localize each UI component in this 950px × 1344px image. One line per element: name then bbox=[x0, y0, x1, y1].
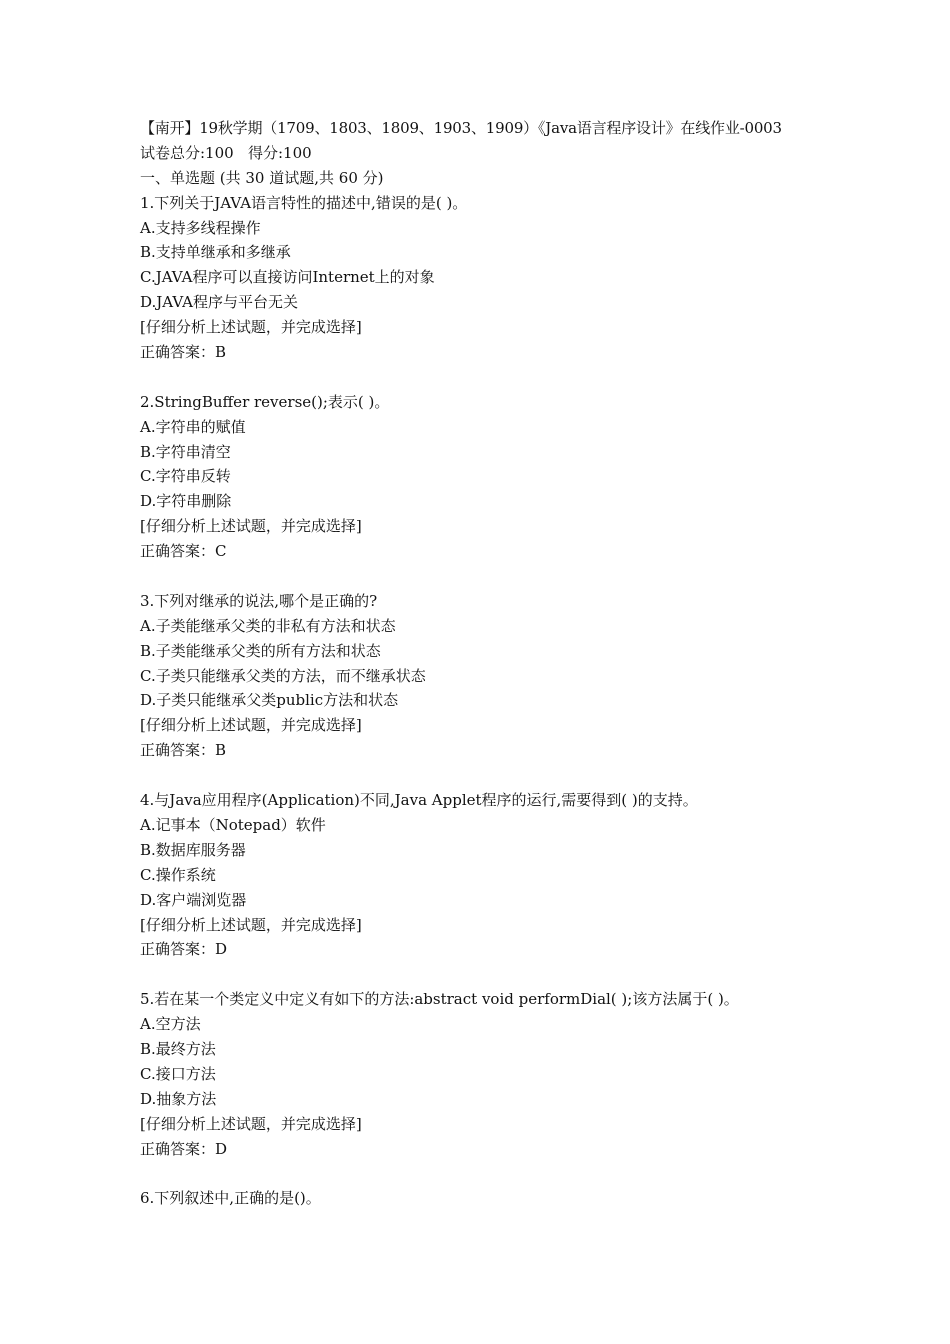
spacer bbox=[140, 962, 930, 987]
section-heading: 一、单选题 (共 30 道试题,共 60 分) bbox=[140, 168, 384, 187]
question-stem: 6.下列叙述中,正确的是()。 bbox=[140, 1189, 321, 1208]
option-a: A.支持多线程操作 bbox=[140, 218, 261, 237]
option-a: A.记事本（Notepad）软件 bbox=[140, 815, 326, 834]
option-b: B.字符串清空 bbox=[140, 442, 231, 461]
question-stem: 2.StringBuffer reverse();表示( )。 bbox=[140, 392, 390, 411]
option-d: D.字符串删除 bbox=[140, 492, 232, 511]
option-b: B.数据库服务器 bbox=[140, 840, 246, 859]
document-title: 【南开】19秋学期（1709、1803、1809、1903、1909）《Java语言程序设计》在线作业-0003 bbox=[140, 119, 782, 137]
question-stem: 3.下列对继承的说法,哪个是正确的? bbox=[140, 591, 378, 610]
option-b: B.子类能继承父类的所有方法和状态 bbox=[140, 641, 381, 660]
correct-answer: 正确答案：D bbox=[140, 940, 228, 959]
question-block bbox=[140, 589, 930, 788]
correct-answer: 正确答案：B bbox=[140, 741, 227, 760]
spacer bbox=[140, 365, 930, 390]
analysis-hint: [仔细分析上述试题，并完成选择] bbox=[140, 915, 362, 934]
analysis-hint: [仔细分析上述试题，并完成选择] bbox=[140, 1114, 362, 1133]
question-block bbox=[140, 191, 930, 390]
option-d: D.客户端浏览器 bbox=[140, 890, 247, 909]
option-a: A.子类能继承父类的非私有方法和状态 bbox=[140, 616, 396, 635]
analysis-hint: [仔细分析上述试题，并完成选择] bbox=[140, 318, 362, 337]
analysis-hint: [仔细分析上述试题，并完成选择] bbox=[140, 517, 362, 536]
option-d: D.抽象方法 bbox=[140, 1089, 217, 1108]
option-b: B.支持单继承和多继承 bbox=[140, 243, 291, 262]
analysis-hint: [仔细分析上述试题，并完成选择] bbox=[140, 716, 362, 735]
question-block bbox=[140, 1186, 930, 1211]
spacer bbox=[140, 564, 930, 589]
option-c: C.字符串反转 bbox=[140, 467, 231, 486]
question-block bbox=[140, 987, 930, 1186]
question-block bbox=[140, 788, 930, 987]
option-a: A.空方法 bbox=[140, 1015, 201, 1034]
question-block bbox=[140, 390, 930, 589]
correct-answer: 正确答案：B bbox=[140, 343, 227, 362]
correct-answer: 正确答案：D bbox=[140, 1139, 228, 1158]
option-c: C.子类只能继承父类的方法，而不继承状态 bbox=[140, 666, 426, 685]
spacer bbox=[140, 1161, 930, 1186]
spacer bbox=[140, 763, 930, 788]
question-stem: 5.若在某一个类定义中定义有如下的方法:abstract void performDial( );该方法属于( )。 bbox=[140, 990, 739, 1009]
option-d: D.子类只能继承父类public方法和状态 bbox=[140, 691, 399, 710]
option-c: C.操作系统 bbox=[140, 865, 216, 884]
score-line: 试卷总分:100 得分:100 bbox=[140, 143, 312, 162]
option-d: D.JAVA程序与平台无关 bbox=[140, 293, 299, 312]
option-a: A.字符串的赋值 bbox=[140, 417, 246, 436]
option-c: C.接口方法 bbox=[140, 1064, 216, 1083]
question-stem: 1.下列关于JAVA语言特性的描述中,错误的是( )。 bbox=[140, 193, 468, 212]
option-b: B.最终方法 bbox=[140, 1039, 216, 1058]
question-stem: 4.与Java应用程序(Application)不同,Java Applet程序的运行,需要得到( )的支持。 bbox=[140, 791, 698, 810]
document-page bbox=[140, 116, 930, 1211]
correct-answer: 正确答案：C bbox=[140, 542, 227, 561]
option-c: C.JAVA程序可以直接访问Internet上的对象 bbox=[140, 268, 435, 287]
